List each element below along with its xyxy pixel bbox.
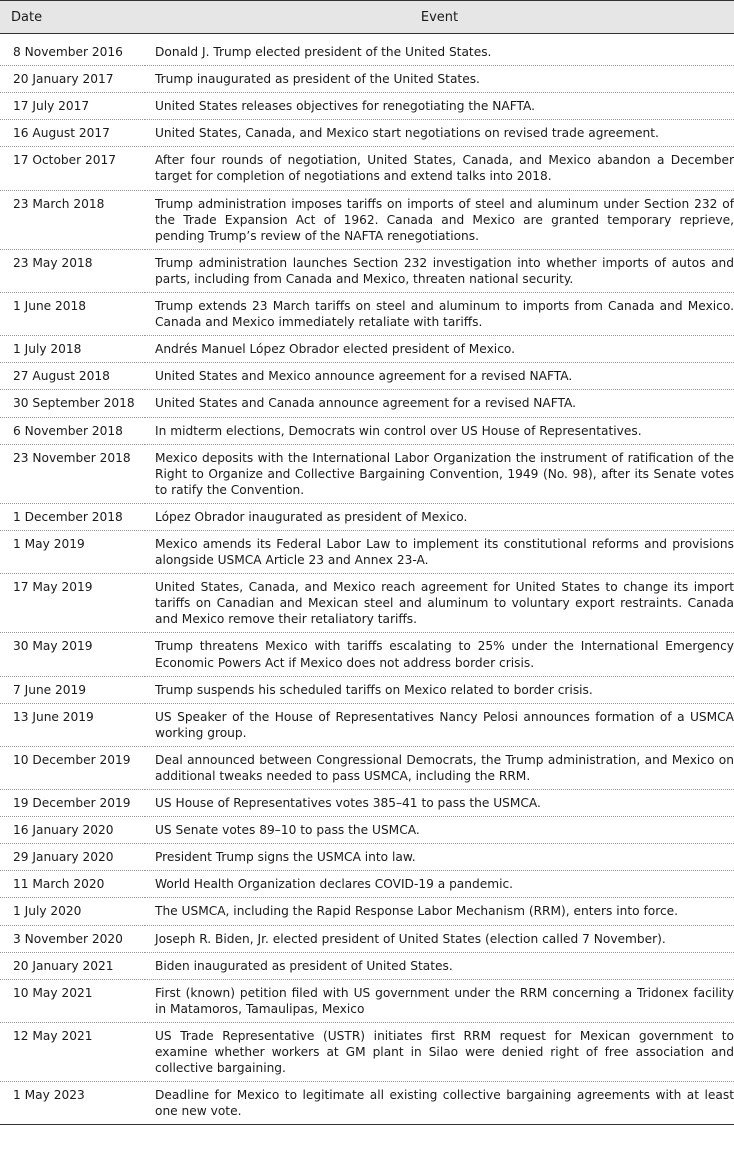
row-event: Mexico amends its Federal Labor Law to implement its constitutional reforms and provisions alongside USMCA Article 23 and Annex 23-A.	[145, 530, 734, 573]
table-row	[0, 249, 734, 292]
table-row	[0, 1082, 734, 1125]
table-row	[0, 817, 734, 844]
row-event: López Obrador inaugurated as president of Mexico.	[145, 503, 734, 530]
table-row	[0, 503, 734, 530]
row-date: 1 May 2019	[0, 530, 145, 573]
row-date: 10 December 2019	[0, 746, 145, 789]
row-event: US Speaker of the House of Representatives Nancy Pelosi announces formation of a USMCA working group.	[145, 703, 734, 746]
row-event: Trump extends 23 March tariffs on steel and aluminum to imports from Canada and Mexico. Canada and Mexico immediately retaliate with tariffs.	[145, 293, 734, 336]
table-row	[0, 417, 734, 444]
row-date: 27 August 2018	[0, 363, 145, 390]
row-event: The USMCA, including the Rapid Response Labor Mechanism (RRM), enters into force.	[145, 898, 734, 925]
row-date: 16 August 2017	[0, 120, 145, 147]
row-event: Deadline for Mexico to legitimate all existing collective bargaining agreements with at least one new vote.	[145, 1082, 734, 1125]
row-date: 30 September 2018	[0, 390, 145, 417]
table-row	[0, 530, 734, 573]
row-date: 12 May 2021	[0, 1022, 145, 1081]
row-event: United States and Canada announce agreement for a revised NAFTA.	[145, 390, 734, 417]
table-row	[0, 703, 734, 746]
row-date: 13 June 2019	[0, 703, 145, 746]
row-date: 6 November 2018	[0, 417, 145, 444]
table-row	[0, 633, 734, 676]
row-event: United States releases objectives for renegotiating the NAFTA.	[145, 93, 734, 120]
row-event: Andrés Manuel López Obrador elected president of Mexico.	[145, 336, 734, 363]
row-date: 1 December 2018	[0, 503, 145, 530]
table-row	[0, 925, 734, 952]
table-row	[0, 790, 734, 817]
row-event: Biden inaugurated as president of United States.	[145, 952, 734, 979]
row-event: United States and Mexico announce agreement for a revised NAFTA.	[145, 363, 734, 390]
row-event: World Health Organization declares COVID-19 a pandemic.	[145, 871, 734, 898]
table-row	[0, 336, 734, 363]
row-date: 20 January 2017	[0, 66, 145, 93]
row-event: Mexico deposits with the International Labor Organization the instrument of ratification of the Right to Organize and Collective Bargaining Convention, 1949 (No. 98), after its Senate votes to ratify the Convention.	[145, 444, 734, 503]
table-row	[0, 120, 734, 147]
table-row	[0, 293, 734, 336]
table-row	[0, 190, 734, 249]
row-date: 23 March 2018	[0, 190, 145, 249]
row-event: United States, Canada, and Mexico reach agreement for United States to change its import tariffs on Canadian and Mexican steel and aluminum to voluntary export restraints. Canada and Mexico remove their retaliatory tariffs.	[145, 574, 734, 633]
table-row	[0, 444, 734, 503]
table-header	[0, 1, 734, 34]
table-row	[0, 66, 734, 93]
row-event: Trump administration launches Section 232 investigation into whether imports of autos and parts, including from Canada and Mexico, threaten national security.	[145, 249, 734, 292]
table-row	[0, 93, 734, 120]
header-row	[0, 1, 734, 34]
column-header-date: Date	[0, 1, 145, 34]
row-date: 23 May 2018	[0, 249, 145, 292]
row-date: 1 July 2018	[0, 336, 145, 363]
row-date: 29 January 2020	[0, 844, 145, 871]
row-date: 3 November 2020	[0, 925, 145, 952]
table-row	[0, 1022, 734, 1081]
row-date: 8 November 2016	[0, 34, 145, 66]
row-event: Trump inaugurated as president of the United States.	[145, 66, 734, 93]
table-row	[0, 574, 734, 633]
table-body	[0, 34, 734, 1125]
table-row	[0, 844, 734, 871]
row-date: 1 May 2023	[0, 1082, 145, 1125]
row-date: 1 June 2018	[0, 293, 145, 336]
row-event: US Trade Representative (USTR) initiates first RRM request for Mexican government to examine whether workers at GM plant in Silao were denied right of free association and collective bargaining.	[145, 1022, 734, 1081]
table-row	[0, 746, 734, 789]
row-date: 11 March 2020	[0, 871, 145, 898]
row-event: Donald J. Trump elected president of the United States.	[145, 34, 734, 66]
table-row	[0, 147, 734, 190]
table-row	[0, 952, 734, 979]
row-event: Trump suspends his scheduled tariffs on Mexico related to border crisis.	[145, 676, 734, 703]
row-date: 17 October 2017	[0, 147, 145, 190]
table-row	[0, 898, 734, 925]
row-date: 30 May 2019	[0, 633, 145, 676]
row-event: Trump threatens Mexico with tariffs escalating to 25% under the International Emergency Economic Powers Act if Mexico does not address border crisis.	[145, 633, 734, 676]
row-date: 19 December 2019	[0, 790, 145, 817]
table-row	[0, 871, 734, 898]
table-row	[0, 676, 734, 703]
row-event: President Trump signs the USMCA into law.	[145, 844, 734, 871]
table-row	[0, 34, 734, 66]
row-date: 1 July 2020	[0, 898, 145, 925]
row-date: 17 May 2019	[0, 574, 145, 633]
row-date: 10 May 2021	[0, 979, 145, 1022]
row-event: After four rounds of negotiation, United States, Canada, and Mexico abandon a December target for completion of negotiations and extend talks into 2018.	[145, 147, 734, 190]
row-event: First (known) petition filed with US government under the RRM concerning a Tridonex facility in Matamoros, Tamaulipas, Mexico	[145, 979, 734, 1022]
row-event: Joseph R. Biden, Jr. elected president of United States (election called 7 November).	[145, 925, 734, 952]
row-date: 16 January 2020	[0, 817, 145, 844]
row-event: United States, Canada, and Mexico start negotiations on revised trade agreement.	[145, 120, 734, 147]
row-date: 23 November 2018	[0, 444, 145, 503]
table-row	[0, 390, 734, 417]
row-event: In midterm elections, Democrats win control over US House of Representatives.	[145, 417, 734, 444]
column-header-event: Event	[145, 1, 734, 34]
table-row	[0, 979, 734, 1022]
row-event: US House of Representatives votes 385–41 to pass the USMCA.	[145, 790, 734, 817]
row-date: 20 January 2021	[0, 952, 145, 979]
row-date: 7 June 2019	[0, 676, 145, 703]
row-event: Deal announced between Congressional Democrats, the Trump administration, and Mexico on additional tweaks needed to pass USMCA, including the RRM.	[145, 746, 734, 789]
table-row	[0, 363, 734, 390]
row-event: Trump administration imposes tariffs on imports of steel and aluminum under Section 232 of the Trade Expansion Act of 1962. Canada and Mexico are granted temporary reprieve, pending Trump’s review of the NAFTA renegotiations.	[145, 190, 734, 249]
row-event: US Senate votes 89–10 to pass the USMCA.	[145, 817, 734, 844]
row-date: 17 July 2017	[0, 93, 145, 120]
